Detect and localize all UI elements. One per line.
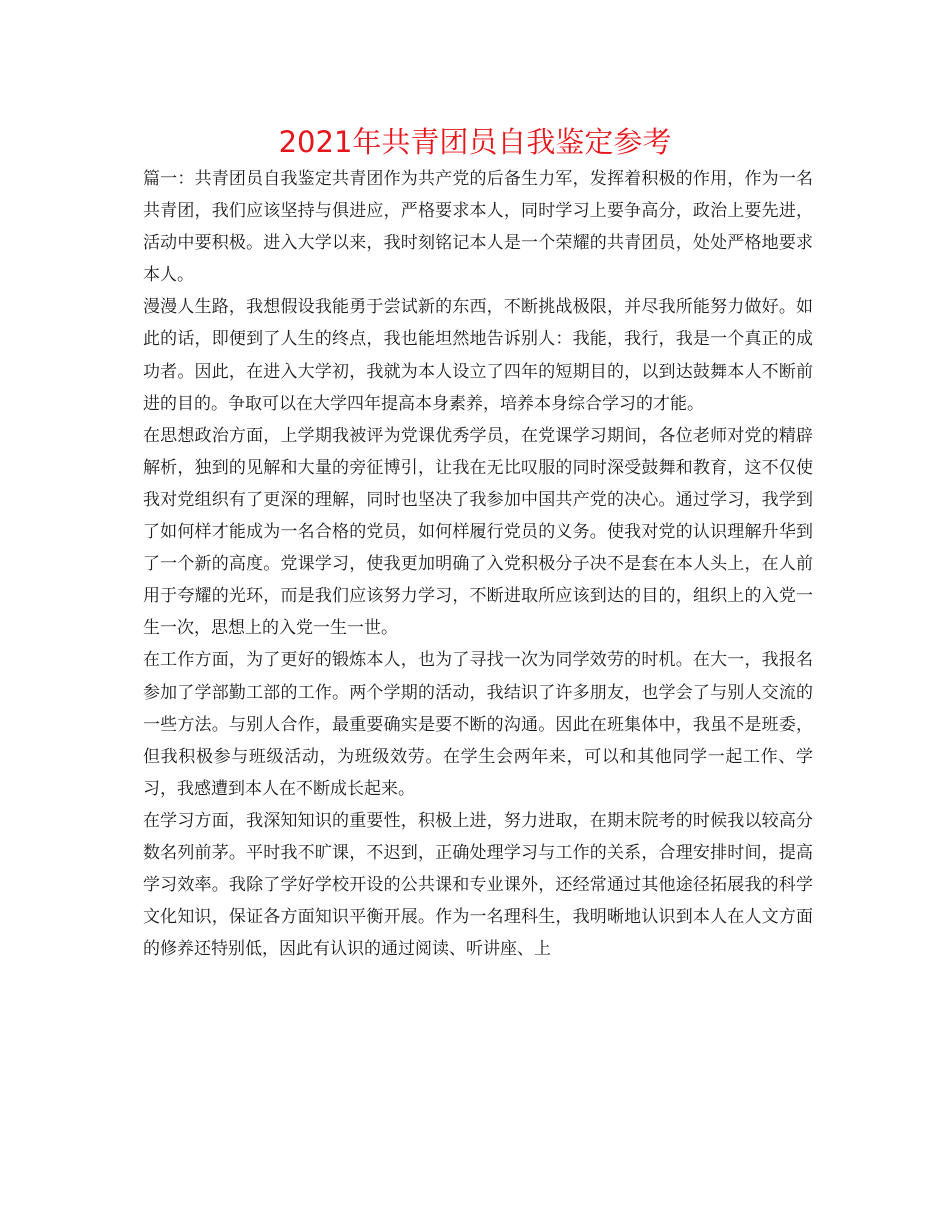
paragraph-5: 在学习方面，我深知知识的重要性，积极上进，努力进取，在期末院考的时候我以较高分数名列前茅。平时我不旷课，不迟到，正确处理学习与工作的关系，合理安排时间，提高学习效率。我除了学好学校开设的公共课和专业课外，还经常通过其他途径拓展我的科学文化知识，保证各方面知识平衡开展。作为一名理科生，我明晰地认识到本人在人文方面的修养还特别低，因此有认识的通过阅读、听讲座、上 <box>143 810 813 960</box>
paragraph-2: 漫漫人生路，我想假设我能勇于尝试新的东西，不断挑战极限，并尽我所能努力做好。如此的话，即便到了人生的终点，我也能坦然地告诉别人：我能，我行，我是一个真正的成功者。因此，在进入大学初，我就为本人设立了四年的短期目的，以到达鼓舞本人不断前进的目的。争取可以在大学四年提高本身素养，培养本身综合学习的才能。 <box>143 297 813 414</box>
document-body <box>143 163 813 965</box>
paragraph-3: 在思想政治方面，上学期我被评为党课优秀学员，在党课学习期间，各位老师对党的精辟解析，独到的见解和大量的旁征博引，让我在无比叹服的同时深受鼓舞和教育，这不仅使我对党组织有了更深的理解，同时也坚决了我参加中国共产党的决心。通过学习，我学到了如何样才能成为一名合格的党员，如何样履行党员的义务。使我对党的认识理解升华到了一个新的高度。党课学习，使我更加明确了入党积极分子决不是套在本人头上，在人前用于夸耀的光环，而是我们应该努力学习，不断进取所应该到达的目的，组织上的入党一生一次，思想上的入党一生一世。 <box>143 425 813 639</box>
document-title: 2021年共青团员自我鉴定参考 <box>278 125 672 159</box>
paragraph-1: 篇一：共青团员自我鉴定共青团作为共产党的后备生力军，发挥着积极的作用，作为一名共青团，我们应该坚持与俱进应，严格要求本人，同时学习上要争高分，政治上要先进，活动中要积极。进入大学以来，我时刻铭记本人是一个荣耀的共青团员，处处严格地要求本人。 <box>143 169 813 286</box>
paragraph-4: 在工作方面，为了更好的锻炼本人，也为了寻找一次为同学效劳的时机。在大一，我报名参加了学部勤工部的工作。两个学期的活动，我结识了许多朋友，也学会了与别人交流的一些方法。与别人合作，最重要确实是要不断的沟通。因此在班集体中，我虽不是班委，但我积极参与班级活动，为班级效劳。在学生会两年来，可以和其他同学一起工作、学习，我感遭到本人在不断成长起来。 <box>143 650 813 799</box>
